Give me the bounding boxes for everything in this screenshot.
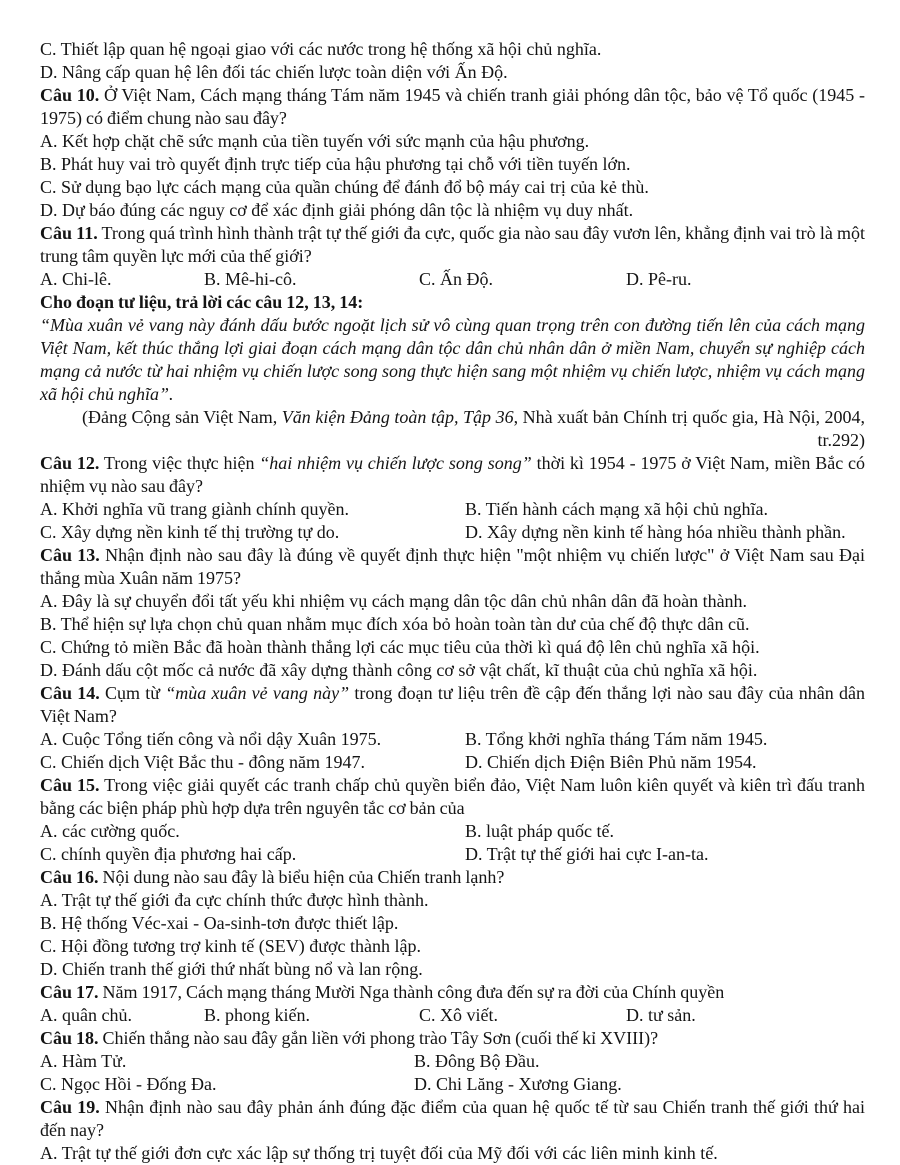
question-14-options-row-1 xyxy=(40,728,865,751)
question-12-number: Câu 12. xyxy=(40,453,100,473)
question-14-option-b: B. Tổng khởi nghĩa tháng Tám năm 1945. xyxy=(465,729,768,749)
question-18-options-row-2 xyxy=(40,1073,865,1096)
question-12-options-row-2 xyxy=(40,521,865,544)
question-12-text-post: thời kì 1954 - 1975 ở Việt Nam, miền Bắc có nhiệm vụ nào sau đây? xyxy=(40,453,866,496)
question-17-option-b: B. phong kiến. xyxy=(204,1005,310,1025)
question-17-option-c: C. Xô viết. xyxy=(419,1005,498,1025)
citation-pre: (Đảng Cộng sản Việt Nam, xyxy=(82,407,282,427)
question-15-option-d: D. Trật tự thế giới hai cực I-an-ta. xyxy=(465,844,709,864)
question-12-option-d: D. Xây dựng nền kinh tế hàng hóa nhiều thành phần. xyxy=(465,522,846,542)
question-13-option-b: B. Thể hiện sự lựa chọn chủ quan nhằm mục đích xóa bỏ hoàn toàn tàn dư của chế độ thực dân cũ. xyxy=(40,614,750,634)
answer-option-c-carryover: C. Thiết lập quan hệ ngoại giao với các nước trong hệ thống xã hội chủ nghĩa. xyxy=(40,39,602,59)
question-13-option-a: A. Đây là sự chuyển đổi tất yếu khi nhiệm vụ cách mạng dân tộc dân chủ nhân dân đã hoàn thành. xyxy=(40,591,748,611)
question-18-text: Chiến thắng nào sau đây gắn liền với phong trào Tây Sơn (cuối thế kỉ XVIII)? xyxy=(98,1028,659,1048)
question-14-option-d: D. Chiến dịch Điện Biên Phủ năm 1954. xyxy=(465,752,757,772)
question-11-stem xyxy=(40,222,865,268)
question-12-options-row-1 xyxy=(40,498,865,521)
question-14-options-row-2 xyxy=(40,751,865,774)
question-17-option-d: D. tư sản. xyxy=(626,1005,696,1025)
question-14-text-pre: Cụm từ xyxy=(99,683,166,703)
question-13-number: Câu 13. xyxy=(40,545,100,565)
question-18-option-c: C. Ngọc Hồi - Đống Đa. xyxy=(40,1074,217,1094)
question-11-option-d: D. Pê-ru. xyxy=(626,269,692,289)
question-15-stem xyxy=(40,774,865,820)
question-18-option-b: B. Đông Bộ Đầu. xyxy=(414,1051,540,1071)
citation-book-title: Văn kiện Đảng toàn tập, Tập 36 xyxy=(281,407,514,427)
question-10-option-d: D. Dự báo đúng các nguy cơ để xác định giải phóng dân tộc là nhiệm vụ duy nhất. xyxy=(40,200,634,220)
question-16-option-b: B. Hệ thống Véc-xai - Oa-sinh-tơn được thiết lập. xyxy=(40,913,399,933)
question-19-text: Nhận định nào sau đây phản ánh đúng đặc điểm của quan hệ quốc tế từ sau Chiến tranh thế giới thứ hai đến nay? xyxy=(40,1097,865,1140)
question-10-option-b: B. Phát huy vai trò quyết định trực tiếp của hậu phương tại chỗ với tiền tuyến lớn. xyxy=(40,154,631,174)
question-13-option-d: D. Đánh dấu cột mốc cả nước đã xây dựng thành công cơ sở vật chất, kĩ thuật của chủ nghĩa xã hội. xyxy=(40,660,758,680)
question-17-number: Câu 17. xyxy=(40,982,99,1002)
question-14-number: Câu 14. xyxy=(40,683,100,703)
question-16-option-d: D. Chiến tranh thế giới thứ nhất bùng nổ và lan rộng. xyxy=(40,959,423,979)
question-12-option-a: A. Khởi nghĩa vũ trang giành chính quyền. xyxy=(40,499,349,519)
question-10-option-c: C. Sử dụng bạo lực cách mạng của quần chúng để đánh đổ bộ máy cai trị của kẻ thù. xyxy=(40,177,649,197)
question-14-text-post: trong đoạn tư liệu trên đề cập đến thắng lợi nào sau đây của nhân dân Việt Nam? xyxy=(40,683,865,726)
question-11-option-c: C. Ấn Độ. xyxy=(419,269,494,289)
question-15-options-row-2 xyxy=(40,843,865,866)
question-10-option-a: A. Kết hợp chặt chẽ sức mạnh của tiền tuyến với sức mạnh của hậu phương. xyxy=(40,131,590,151)
question-14-option-a: A. Cuộc Tổng tiến công và nổi dậy Xuân 1975. xyxy=(40,729,382,749)
answer-option-d-carryover: D. Nâng cấp quan hệ lên đối tác chiến lược toàn diện với Ấn Độ. xyxy=(40,62,508,82)
question-14-quoted-phrase: “mùa xuân vẻ vang này” xyxy=(165,683,350,703)
question-11-number: Câu 11. xyxy=(40,223,98,243)
question-11-option-b: B. Mê-hi-cô. xyxy=(204,269,297,289)
passage-citation xyxy=(40,406,865,452)
question-18-options-row-1 xyxy=(40,1050,865,1073)
question-14-option-c: C. Chiến dịch Việt Bắc thu - đông năm 1947. xyxy=(40,752,366,772)
question-19-option-a: A. Trật tự thế giới đơn cực xác lập sự thống trị tuyệt đối của Mỹ đối với các liên minh kinh tế. xyxy=(40,1143,718,1163)
question-15-option-a: A. các cường quốc. xyxy=(40,821,180,841)
question-17-options-row xyxy=(40,1004,865,1027)
question-12-text-pre: Trong việc thực hiện xyxy=(99,453,260,473)
question-10-text: Ở Việt Nam, Cách mạng tháng Tám năm 1945 và chiến tranh giải phóng dân tộc, bảo vệ Tổ quốc (1945 - 1975) có điểm chung nào sau đây? xyxy=(40,85,865,128)
question-15-options-row-1 xyxy=(40,820,865,843)
question-10-stem xyxy=(40,84,865,130)
question-12-quoted-phrase: “hai nhiệm vụ chiến lược song song” xyxy=(259,453,532,473)
question-16-number: Câu 16. xyxy=(40,867,99,887)
question-16-stem xyxy=(40,866,865,889)
question-17-option-a: A. quân chủ. xyxy=(40,1005,132,1025)
question-11-option-a: A. Chi-lê. xyxy=(40,269,112,289)
question-10-number: Câu 10. xyxy=(40,85,100,105)
question-12-option-b: B. Tiến hành cách mạng xã hội chủ nghĩa. xyxy=(465,499,768,519)
question-18-stem xyxy=(40,1027,865,1050)
passage-heading: Cho đoạn tư liệu, trả lời các câu 12, 13, 14: xyxy=(40,292,364,312)
question-18-option-d: D. Chi Lăng - Xương Giang. xyxy=(414,1074,622,1094)
question-15-option-b: B. luật pháp quốc tế. xyxy=(465,821,614,841)
citation-post: , Nhà xuất bản Chính trị quốc gia, Hà Nội, 2004, tr.292) xyxy=(513,407,865,450)
question-19-number: Câu 19. xyxy=(40,1097,100,1117)
question-16-text: Nội dung nào sau đây là biểu hiện của Chiến tranh lạnh? xyxy=(98,867,505,887)
question-15-option-c: C. chính quyền địa phương hai cấp. xyxy=(40,844,297,864)
passage-quote: “Mùa xuân vẻ vang này đánh dấu bước ngoặt lịch sử vô cùng quan trọng trên con đường tiến lên của cách mạng Việt Nam, kết thúc thắng lợi giai đoạn cách mạng dân tộc dân chủ nhân dân ở miền Nam, chuyển sự nghiệp cách mạng cả nước từ hai nhiệm vụ chiến lược song song thực hiện sang một nhiệm vụ chiến lược, nhiệm vụ cách mạng xã hội chủ nghĩa”. xyxy=(40,315,865,404)
question-12-option-c: C. Xây dựng nền kinh tế thị trường tự do. xyxy=(40,522,340,542)
question-18-option-a: A. Hàm Tử. xyxy=(40,1051,127,1071)
question-11-options-row xyxy=(40,268,865,291)
question-12-stem xyxy=(40,452,865,498)
question-13-option-c: C. Chứng tỏ miền Bắc đã hoàn thành thắng lợi các mục tiêu của thời kì quá độ lên chủ nghĩa xã hội. xyxy=(40,637,760,657)
question-13-text: Nhận định nào sau đây là đúng về quyết định thực hiện "một nhiệm vụ chiến lược" ở Việt Nam sau Đại thắng mùa Xuân năm 1975? xyxy=(40,545,865,588)
question-13-stem xyxy=(40,544,865,590)
question-18-number: Câu 18. xyxy=(40,1028,99,1048)
question-14-stem xyxy=(40,682,865,728)
question-15-text: Trong việc giải quyết các tranh chấp chủ quyền biển đảo, Việt Nam luôn kiên quyết và kiên trì đấu tranh bằng các biện pháp phù hợp dựa trên nguyên tắc cơ bản của xyxy=(40,775,865,818)
question-11-text: Trong quá trình hình thành trật tự thế giới đa cực, quốc gia nào sau đây vươn lên, khẳng định vai trò là một trung tâm quyền lực mới của thế giới? xyxy=(40,223,865,266)
question-15-number: Câu 15. xyxy=(40,775,100,795)
question-16-option-c: C. Hội đồng tương trợ kinh tế (SEV) được thành lập. xyxy=(40,936,422,956)
question-16-option-a: A. Trật tự thế giới đa cực chính thức được hình thành. xyxy=(40,890,429,910)
question-19-stem xyxy=(40,1096,865,1142)
question-17-stem xyxy=(40,981,865,1004)
question-17-text: Năm 1917, Cách mạng tháng Mười Nga thành công đưa đến sự ra đời của Chính quyền xyxy=(98,982,725,1002)
